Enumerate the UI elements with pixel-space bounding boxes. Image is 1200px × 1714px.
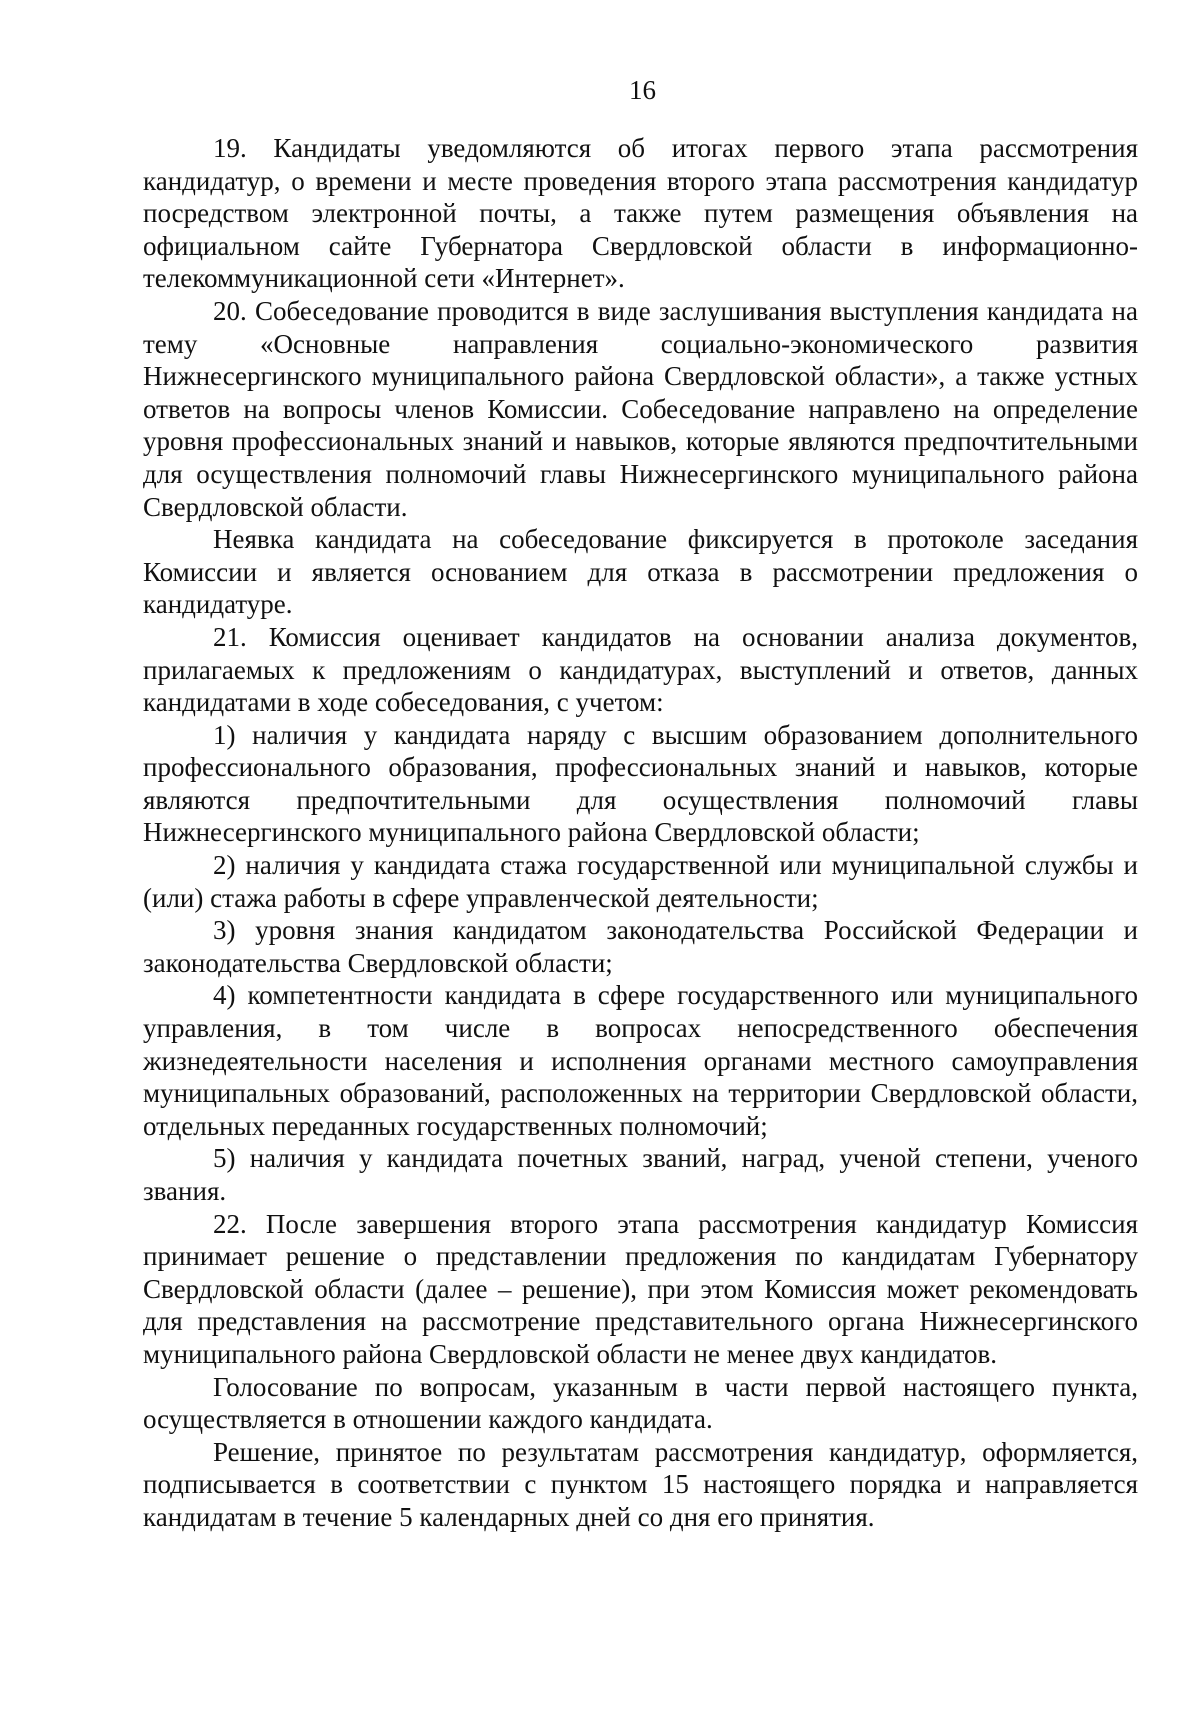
paragraph-20: 20. Собеседование проводится в виде заслушивания выступления кандидата на тему «Основные направления социально-экономического развития Нижнесергинского муниципального района Свердловской области», а также устных ответов на вопросы членов Комиссии. Собеседование направлено на определение уровня профессиональных знаний и навыков, которые являются предпочтительными для осуществления полномочий главы Нижнесергинского муниципального района Свердловской области. xyxy=(143,295,1138,522)
paragraph-21: 21. Комиссия оценивает кандидатов на основании анализа документов, прилагаемых к предложениям о кандидатурах, выступлений и ответов, данных кандидатами в ходе собеседования, с учетом: xyxy=(143,621,1138,718)
list-item-4: 4) компетентности кандидата в сфере государственного или муниципального управления, в том числе в вопросах непосредственного обеспечения жизнедеятельности населения и исполнения органами местного самоуправления муниципальных образований, расположенных на территории Свердловской области, отдельных переданных государственных полномочий; xyxy=(143,980,1138,1141)
list-item-5: 5) наличия у кандидата почетных званий, наград, ученой степени, ученого звания. xyxy=(143,1143,1138,1206)
paragraph-22-decision: Решение, принятое по результатам рассмотрения кандидатур, оформляется, подписывается в соответствии с пунктом 15 настоящего порядка и направляется кандидатам в течение 5 календарных дней со дня его принятия. xyxy=(143,1436,1138,1532)
paragraph-20-absence: Неявка кандидата на собеседование фиксируется в протоколе заседания Комиссии и является основанием для отказа в рассмотрении предложения о кандидатуре. xyxy=(143,524,1138,620)
paragraph-22-voting: Голосование по вопросам, указанным в части первой настоящего пункта, осуществляется в отношении каждого кандидата. xyxy=(143,1371,1138,1435)
paragraph-22: 22. После завершения второго этапа рассмотрения кандидатур Комиссия принимает решение о представлении предложения по кандидатам Губернатору Свердловской области (далее – решение), при этом Комиссия может рекомендовать для представления на рассмотрение представительного органа Нижнесергинского муниципального района Свердловской области не менее двух кандидатов. xyxy=(143,1208,1138,1369)
paragraph-19: 19. Кандидаты уведомляются об итогах первого этапа рассмотрения кандидатур, о времени и месте проведения второго этапа рассмотрения кандидатур посредством электронной почты, а также путем размещения объявления на официальном сайте Губернатора Свердловской области в информационно-телекоммуникационной сети «Интернет». xyxy=(143,133,1138,294)
page-number: 16 xyxy=(629,75,656,105)
list-item-1: 1) наличия у кандидата наряду с высшим образованием дополнительного профессионального образования, профессиональных знаний и навыков, которые являются предпочтительными для осуществления полномочий главы Нижнесергинского муниципального района Свердловской области; xyxy=(143,719,1138,848)
list-item-2: 2) наличия у кандидата стажа государственной или муниципальной службы и (или) стажа работы в сфере управленческой деятельности; xyxy=(143,850,1138,913)
list-item-3: 3) уровня знания кандидатом законодательства Российской Федерации и законодательства Свердловской области; xyxy=(143,915,1138,978)
document-body xyxy=(143,132,1138,1534)
